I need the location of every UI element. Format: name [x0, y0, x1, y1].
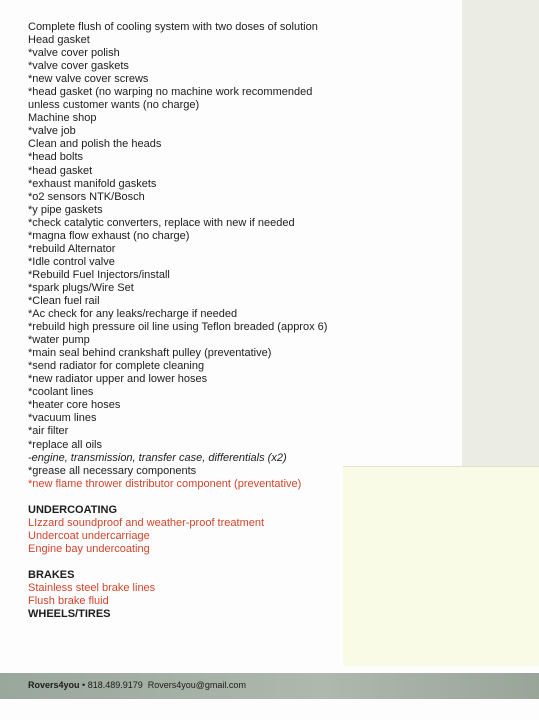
- list-item: *valve cover gaskets: [28, 60, 129, 73]
- list-item: *heater core hoses: [28, 399, 121, 412]
- service-list: [28, 21, 328, 621]
- list-item: -engine, transmission, transfer case, differentials (x2): [28, 451, 287, 464]
- list-item: *vacuum lines: [28, 412, 97, 425]
- background-yellow-panel: [343, 466, 539, 666]
- list-item: *head gasket (no warping no machine work recommended unless customer wants (no charge): [28, 86, 313, 112]
- list-item: Engine bay undercoating: [28, 542, 150, 555]
- list-item: *Idle control valve: [28, 255, 115, 268]
- spacer: [28, 491, 328, 504]
- section-heading: UNDERCOATING: [28, 503, 118, 516]
- list-item: Machine shop: [28, 112, 97, 125]
- list-item: *head bolts: [28, 151, 84, 164]
- list-item: Flush brake fluid: [28, 594, 109, 607]
- footer-contact: [28, 680, 246, 690]
- list-item: Clean and polish the heads: [28, 138, 162, 151]
- list-item: Undercoat undercarriage: [28, 529, 150, 542]
- list-item: Head gasket: [28, 34, 90, 47]
- list-item: *valve job: [28, 125, 76, 138]
- list-item: *Rebuild Fuel Injectors/install: [28, 268, 170, 281]
- list-item: *water pump: [28, 334, 90, 347]
- list-item: *rebuild Alternator: [28, 242, 116, 255]
- footer-band: [0, 673, 539, 699]
- section-heading: WHEELS/TIRES: [28, 608, 111, 621]
- footer-phone: 818.489.9179: [87, 680, 143, 690]
- footer-company: Rovers4you: [28, 680, 80, 690]
- list-item: *coolant lines: [28, 386, 94, 399]
- list-item: *spark plugs/Wire Set: [28, 281, 134, 294]
- list-item: *Clean fuel rail: [28, 294, 100, 307]
- background-sidebar-upper: [462, 0, 539, 466]
- list-item: *send radiator for complete cleaning: [28, 360, 205, 373]
- list-item: *new radiator upper and lower hoses: [28, 373, 208, 386]
- list-item: *o2 sensors NTK/Bosch: [28, 190, 145, 203]
- list-item: *y pipe gaskets: [28, 203, 103, 216]
- list-item: *magna flow exhaust (no charge): [28, 229, 190, 242]
- list-item: *rebuild high pressure oil line using Teflon breaded (approx 6): [28, 321, 328, 334]
- list-item: *exhaust manifold gaskets: [28, 177, 157, 190]
- list-item: *new valve cover screws: [28, 73, 149, 86]
- list-item: *new flame thrower distributor component (preventative): [28, 477, 302, 490]
- section-heading: BRAKES: [28, 568, 75, 581]
- list-item: *head gasket: [28, 164, 93, 177]
- footer-email: Rovers4you@gmail.com: [147, 680, 246, 690]
- list-item: *grease all necessary components: [28, 464, 197, 477]
- list-item: *air filter: [28, 425, 69, 438]
- list-item: Stainless steel brake lines: [28, 581, 156, 594]
- footer-separator: •: [79, 680, 88, 690]
- list-item: *valve cover polish: [28, 47, 120, 60]
- spacer: [28, 556, 328, 569]
- list-item: Complete flush of cooling system with two doses of solution: [28, 21, 318, 33]
- list-item: *check catalytic converters, replace with new if needed: [28, 216, 295, 229]
- list-item: LIzzard soundproof and weather-proof treatment: [28, 516, 265, 529]
- list-item: *Ac check for any leaks/recharge if needed: [28, 308, 238, 321]
- list-item: *main seal behind crankshaft pulley (preventative): [28, 347, 272, 360]
- list-item: *replace all oils: [28, 438, 102, 451]
